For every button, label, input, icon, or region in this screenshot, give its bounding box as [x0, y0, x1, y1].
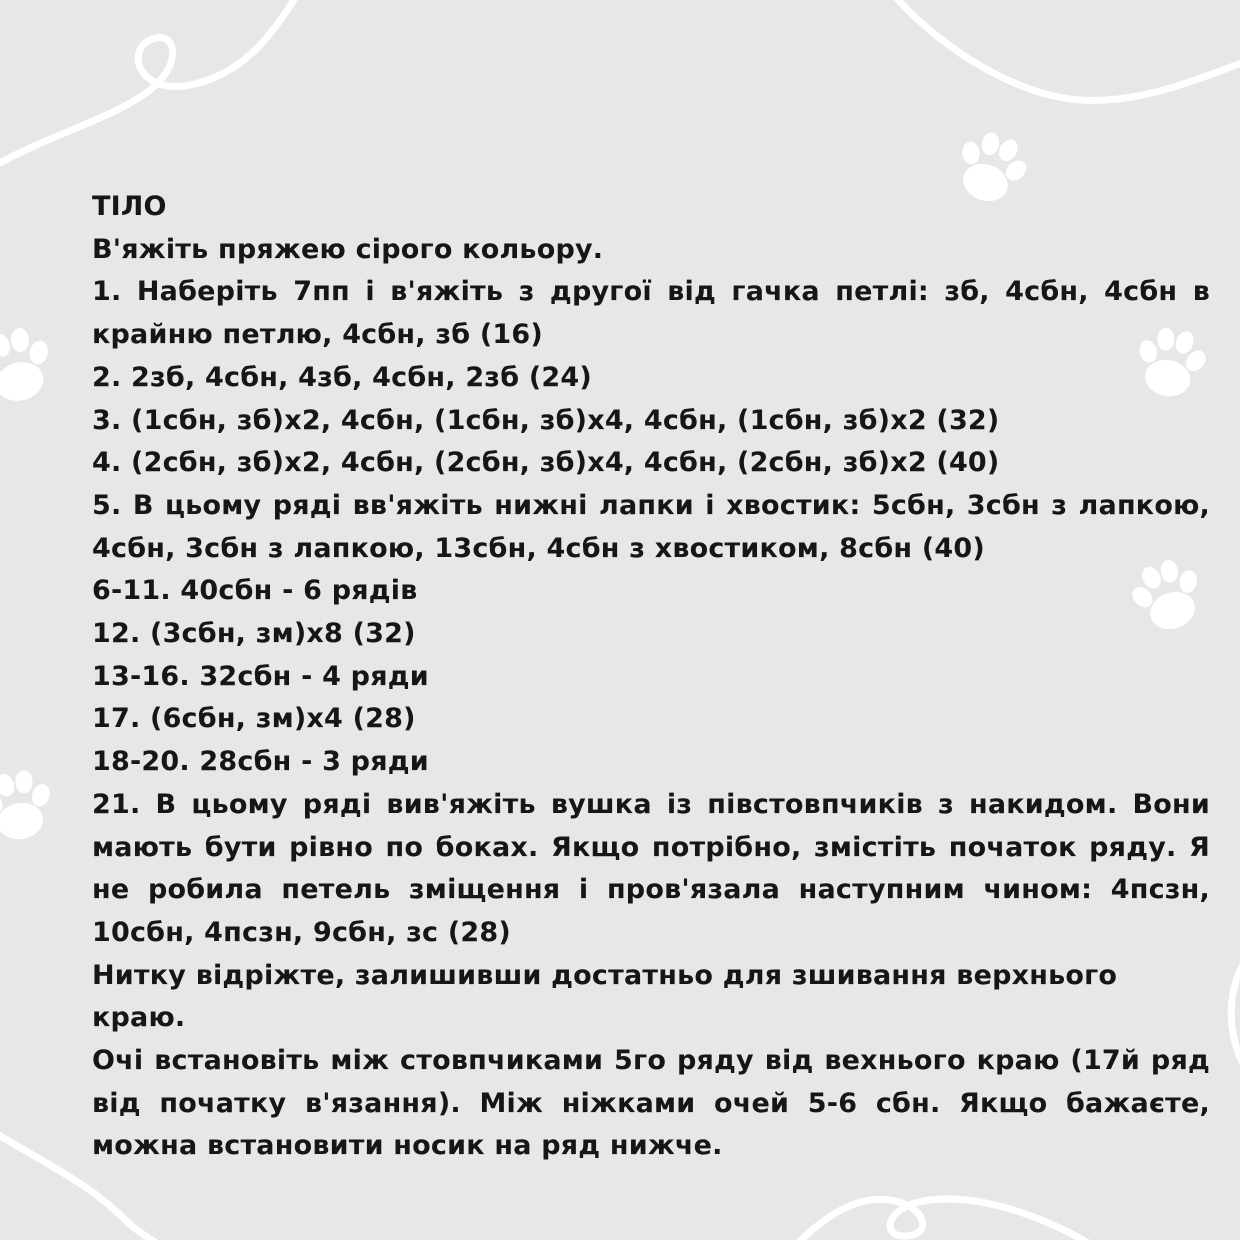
pattern-title: ТІЛО	[92, 191, 167, 222]
row-instruction: 13-16. 32сбн - 4 ряди	[92, 660, 429, 692]
row-instruction: 1. Наберіть 7пп і в'яжіть з другої від гачка петлі: зб, 4сбн, 4сбн в крайню петлю, 4сбн, зб (16)	[92, 276, 1210, 351]
swirl-line-right-edge	[1231, 955, 1240, 1075]
row-instruction: 17. (6сбн, зм)х4 (28)	[92, 703, 416, 735]
row-instruction: 12. (3сбн, зм)х8 (32)	[92, 618, 416, 650]
paw-print-icon	[0, 765, 60, 846]
swirl-line-bottom-right	[790, 1199, 1100, 1240]
row-instruction: 2. 2зб, 4сбн, 4зб, 4сбн, 2зб (24)	[92, 361, 592, 393]
row-instruction: 4. (2сбн, зб)х2, 4сбн, (2сбн, зб)х4, 4сбн, (2сбн, зб)х2 (40)	[92, 447, 1000, 479]
paw-print-icon	[0, 320, 63, 410]
row-instruction: 18-20. 28сбн - 3 ряди	[92, 746, 429, 778]
row-instruction: 3. (1сбн, зб)х2, 4сбн, (1сбн, зб)х4, 4сбн, (1сбн, зб)х2 (32)	[92, 404, 1000, 436]
row-instruction: 6-11. 40сбн - 6 рядів	[92, 575, 418, 607]
row-instruction: 5. В цьому ряді вв'яжіть нижні лапки і хвостик: 5сбн, 3сбн з лапкою, 4сбн, 3сбн з лапкою, 13сбн, 4сбн з хвостиком, 8сбн (40)	[92, 489, 1210, 564]
pattern-text	[92, 186, 1210, 1168]
row-instruction: 21. В цьому ряді вив'яжіть вушка із півстовпчиків з накидом. Вони мають бути рівно по боках. Якщо потрібно, змістіть початок ряду. Я не робила петель зміщення і пров'язала наступним чином: 4псзн, 10сбн, 4псзн, 9сбн, зс (28)	[92, 788, 1210, 948]
pattern-intro: В'яжіть пряжею сірого кольору.	[92, 233, 604, 265]
swirl-line-top-right	[890, 0, 1240, 100]
swirl-line-top-left	[0, 0, 300, 168]
finishing-note: Очі встановіть між стовпчиками 5го ряду від вехнього краю (17й ряд від початку в'язання). Між ніжками очей 5-6 сбн. Якщо бажаєте, можна встановити носик на ряд нижче.	[92, 1045, 1210, 1162]
finishing-note: Нитку відріжте, залишивши достатньо для зшивання верхнього краю.	[92, 959, 1118, 1034]
